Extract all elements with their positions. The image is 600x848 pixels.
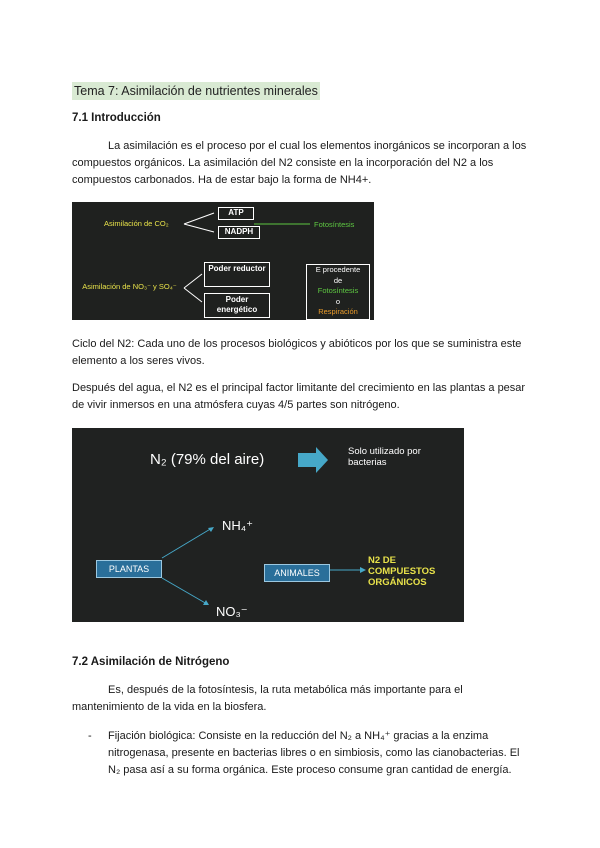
energy-source-box xyxy=(306,264,370,320)
bacteria-only-label: Solo utilizado por bacterias xyxy=(348,446,421,468)
nadph-box: NADPH xyxy=(218,226,260,239)
no3-assimilation-label: Asimilación de NO₃⁻ y SO₄⁻ xyxy=(82,282,177,291)
bullet-fijacion-biologica: Fijación biológica: Consiste en la reducción del N₂ a NH₄⁺ gracias a la enzima nitrogenasa, presente en bacterias libres o en simbiosis, como las cianobacterias. El N₂ pasa así a su forma orgánica. Este proceso consume gran cantidad de energía. xyxy=(108,730,520,776)
poder-reductor-box: Poder reductor xyxy=(204,262,270,287)
plantas-box: PLANTAS xyxy=(96,560,162,578)
nitrogen-cycle-diagram xyxy=(72,428,464,622)
poder-energetico-box: Poder energético xyxy=(204,293,270,318)
energy-source-respiracion: Respiración xyxy=(318,307,358,316)
co2-assimilation-label: Asimilación de CO₂ xyxy=(104,219,169,228)
paragraph-nitrogen-intro: Es, después de la fotosíntesis, la ruta metabólica más importante para el mantenimiento de la vida en la biosfera. xyxy=(72,684,463,713)
paragraph-intro: La asimilación es el proceso por el cual los elementos inorgánicos se incorporan a los compuestos orgánicos. La asimilación del N2 consiste en la incorporación del N2 a los compuestos carbonados. Ha de estar bajo la forma de NH4+. xyxy=(72,140,527,186)
animales-box: ANIMALES xyxy=(264,564,330,582)
no3-label: NO₃⁻ xyxy=(216,604,248,619)
energy-source-o: o xyxy=(335,296,341,306)
page-title: Tema 7: Asimilación de nutrientes minerales xyxy=(74,84,318,98)
section-heading-intro: 7.1 Introducción xyxy=(72,112,161,124)
n2-air-label: N₂ (79% del aire) xyxy=(150,451,265,468)
nh4-label: NH₄⁺ xyxy=(222,518,253,533)
assimilation-diagram xyxy=(72,202,374,320)
energy-source-line1: E procedente xyxy=(315,265,361,274)
fotosintesis-label: Fotosíntesis xyxy=(314,220,355,229)
bullet-marker: - xyxy=(88,730,92,742)
arrow-right-icon xyxy=(298,447,328,473)
energy-source-fotosintesis: Fotosíntesis xyxy=(317,286,359,295)
paragraph-ciclo: Ciclo del N2: Cada uno de los procesos biológicos y abióticos por los que se suministra este elemento a los seres vivos. xyxy=(72,338,522,367)
organic-compounds-label: N2 DE COMPUESTOS ORGÁNICOS xyxy=(368,555,436,588)
section-heading-nitrogen: 7.2 Asimilación de Nitrógeno xyxy=(72,656,230,668)
paragraph-factor-limitante: Después del agua, el N2 es el principal factor limitante del crecimiento en las plantas a pesar de vivir inmersos en una atmósfera cuyas 4/5 partes son nitrógeno. xyxy=(72,382,526,411)
atp-box: ATP xyxy=(218,207,254,220)
energy-source-line2: de xyxy=(333,275,343,285)
